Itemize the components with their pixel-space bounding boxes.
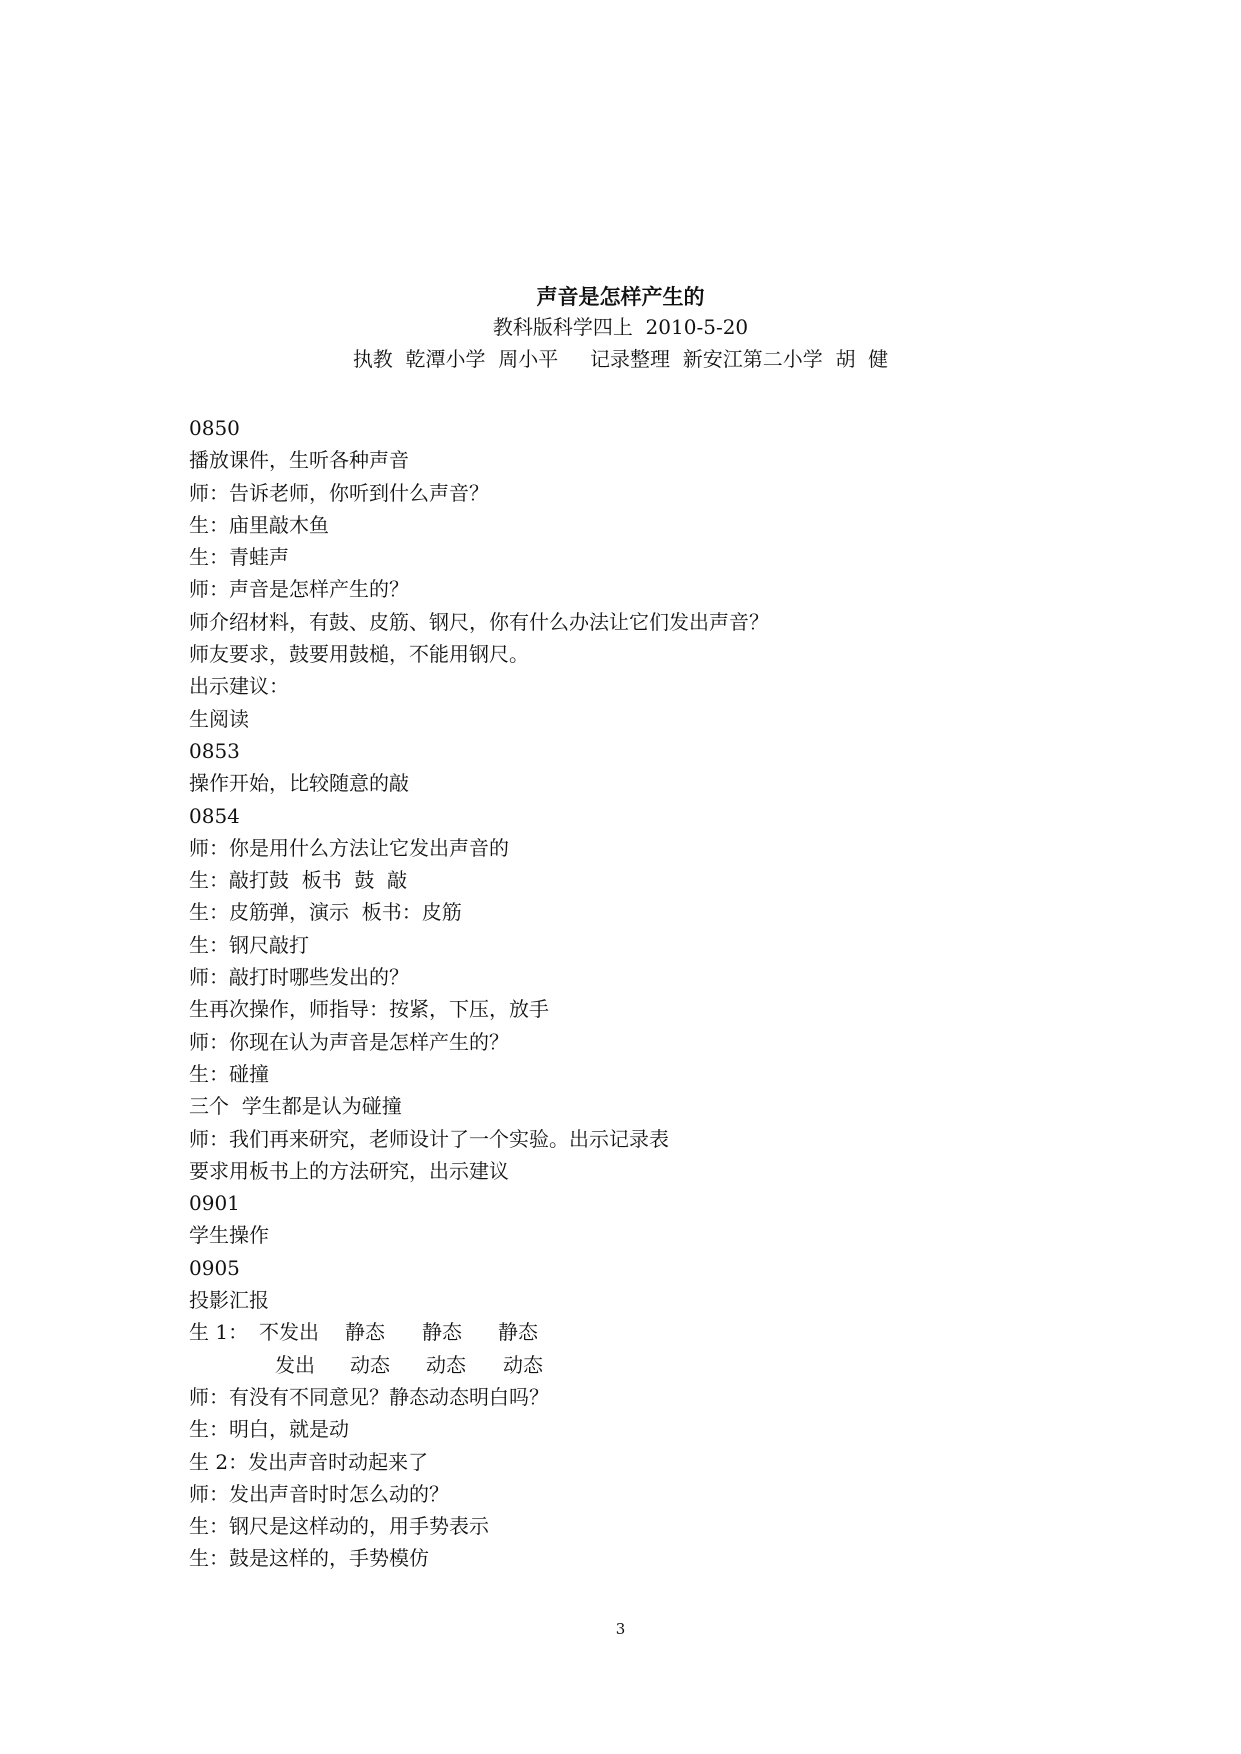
report-row-label: 生 1： xyxy=(189,1320,249,1345)
document-credits: 执教 乾潭小学 周小平 记录整理 新安江第二小学 胡 健 xyxy=(352,347,889,371)
transcript-line: 生 2：发出声音时动起来了 xyxy=(189,1449,429,1474)
transcript-line: 三个 学生都是认为碰撞 xyxy=(189,1094,402,1119)
transcript-line: 生：鼓是这样的，手势模仿 xyxy=(189,1546,429,1571)
transcript-line: 师：你是用什么方法让它发出声音的 xyxy=(189,835,509,860)
transcript-line: 师：我们再来研究，老师设计了一个实验。出示记录表 xyxy=(189,1126,669,1151)
transcript-line: 生：敲打鼓 板书 鼓 敲 xyxy=(189,868,408,893)
transcript-line: 生：皮筋弹，演示 板书：皮筋 xyxy=(189,900,462,925)
transcript-line: 师介绍材料，有鼓、皮筋、钢尺，你有什么办法让它们发出声音？ xyxy=(189,609,769,634)
transcript-line: 师：发出声音时时怎么动的？ xyxy=(189,1481,449,1506)
document-subtitle: 教科版科学四上 2010-5-20 xyxy=(492,315,749,339)
transcript-line: 0853 xyxy=(189,738,240,763)
transcript-line: 生：钢尺是这样动的，用手势表示 xyxy=(189,1514,489,1539)
transcript-line: 0905 xyxy=(189,1255,240,1280)
transcript-line: 师：有没有不同意见？静态动态明白吗？ xyxy=(189,1384,549,1409)
report-cell: 发出 xyxy=(275,1352,315,1377)
report-cell: 静态 xyxy=(422,1320,462,1345)
transcript-line: 师：敲打时哪些发出的？ xyxy=(189,965,409,990)
report-cell: 静态 xyxy=(498,1320,538,1345)
transcript-line: 出示建议： xyxy=(189,674,289,699)
transcript-line: 操作开始，比较随意的敲 xyxy=(189,771,409,796)
report-cell: 静态 xyxy=(345,1320,385,1345)
transcript-line: 师：你现在认为声音是怎样产生的？ xyxy=(189,1029,509,1054)
report-cell: 动态 xyxy=(350,1352,390,1377)
transcript-line: 播放课件，生听各种声音 xyxy=(189,448,409,473)
transcript-line: 生：明白，就是动 xyxy=(189,1417,349,1442)
report-cell: 动态 xyxy=(426,1352,466,1377)
transcript-line: 投影汇报 xyxy=(189,1288,269,1313)
transcript-line: 学生操作 xyxy=(189,1223,269,1248)
document-title: 声音是怎样产生的 xyxy=(536,284,705,309)
transcript-line: 生：碰撞 xyxy=(189,1061,269,1086)
transcript-line: 生：庙里敲木鱼 xyxy=(189,512,329,537)
page-number: 3 xyxy=(615,1620,626,1638)
transcript-line: 师：告诉老师，你听到什么声音？ xyxy=(189,480,489,505)
transcript-line: 0854 xyxy=(189,803,240,828)
lesson-transcript xyxy=(189,412,1089,1575)
transcript-line: 生阅读 xyxy=(189,706,249,731)
report-row-2 xyxy=(189,1349,1089,1381)
transcript-line: 生：钢尺敲打 xyxy=(189,932,309,957)
transcript-line: 0850 xyxy=(189,416,240,440)
transcript-line: 0901 xyxy=(189,1191,240,1216)
document-header xyxy=(0,283,1241,375)
transcript-line: 师友要求，鼓要用鼓槌，不能用钢尺。 xyxy=(189,642,529,667)
transcript-line: 生再次操作，师指导：按紧，下压，放手 xyxy=(189,997,549,1022)
transcript-line: 生：青蛙声 xyxy=(189,545,289,570)
report-cell: 动态 xyxy=(503,1352,543,1377)
transcript-line: 要求用板书上的方法研究，出示建议 xyxy=(189,1158,509,1183)
transcript-line: 师：声音是怎样产生的？ xyxy=(189,577,409,602)
report-row-1 xyxy=(189,1316,1089,1348)
report-cell: 不发出 xyxy=(259,1320,319,1345)
